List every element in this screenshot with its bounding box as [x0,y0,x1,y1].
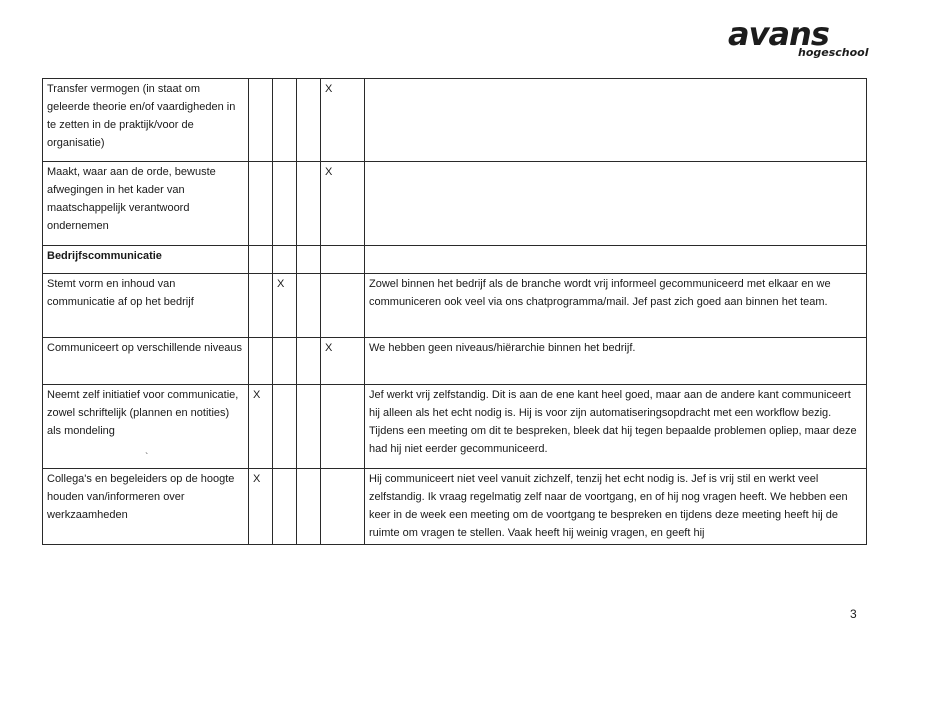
mark-cell [297,469,321,545]
mark-cell [249,338,273,385]
mark-cell: X [249,385,273,469]
mark-cell [321,469,365,545]
mark-cell [249,162,273,246]
section-heading: Bedrijfscommunicatie [43,246,249,274]
table-row [43,385,867,469]
mark-cell: X [273,274,297,338]
avans-logo [728,16,868,62]
criterion-cell: Collega's en begeleiders op de hoogte houden van/informeren over werkzaamheden [43,469,249,545]
comment-cell: We hebben geen niveaus/hiërarchie binnen het bedrijf. [365,338,867,385]
logo-word: avans [728,15,829,53]
mark-cell [273,385,297,469]
mark-cell [273,162,297,246]
table-row [43,79,867,162]
mark-cell [297,338,321,385]
table-row [43,162,867,246]
mark-cell [273,338,297,385]
criterion-cell: Stemt vorm en inhoud van communicatie af op het bedrijf [43,274,249,338]
mark-cell [297,162,321,246]
section-row [43,246,867,274]
mark-cell [297,385,321,469]
table-row [43,338,867,385]
mark-cell [249,79,273,162]
mark-cell [321,274,365,338]
mark-cell [249,274,273,338]
page-number: 3 [850,607,857,621]
criterion-cell: Transfer vermogen (in staat om geleerde theorie en/of vaardigheden in te zetten in de praktijk/voor de organisatie) [43,79,249,162]
stray-mark: ` [145,452,149,463]
mark-cell [321,385,365,469]
comment-cell: Jef werkt vrij zelfstandig. Dit is aan de ene kant heel goed, maar aan de andere kant communiceert hij alleen als het echt nodig is. Hij is voor zijn automatiseringsopdracht met een workflow bezig. Tijdens een meeting om dit te bespreken, bleek dat hij tegen bepaalde problemen opliep, maar deze had hij niet eerder gecommuniceerd. [365,385,867,469]
criterion-cell: Neemt zelf initiatief voor communicatie, zowel schriftelijk (plannen en notities) als mondeling [43,385,249,469]
comment-cell [365,79,867,162]
mark-cell [297,274,321,338]
table-row [43,274,867,338]
comment-cell: Zowel binnen het bedrijf als de branche wordt vrij informeel gecommuniceerd met elkaar en we communiceren ook veel via ons chatprogramma/mail. Jef past zich goed aan binnen het team. [365,274,867,338]
evaluation-table [42,78,867,545]
table-row [43,469,867,545]
mark-cell: X [321,162,365,246]
mark-cell: X [321,79,365,162]
criterion-cell: Communiceert op verschillende niveaus [43,338,249,385]
mark-cell [273,469,297,545]
comment-cell: Hij communiceert niet veel vanuit zichzelf, tenzij het echt nodig is. Jef is vrij stil en werkt veel zelfstandig. Ik vraag regelmatig zelf naar de voortgang, en of hij nog vragen heeft. We hebben een keer in de week een meeting om de voortgang te bespreken en tijdens deze meeting heeft hij de ruimte om vragen te stellen. Vaak heeft hij weinig vragen, en geeft hij [365,469,867,545]
mark-cell [273,79,297,162]
logo-subtitle: hogeschool [798,46,869,59]
criterion-cell: Maakt, waar aan de orde, bewuste afwegingen in het kader van maatschappelijk verantwoord ondernemen [43,162,249,246]
mark-cell [297,79,321,162]
mark-cell: X [249,469,273,545]
comment-cell [365,162,867,246]
mark-cell: X [321,338,365,385]
